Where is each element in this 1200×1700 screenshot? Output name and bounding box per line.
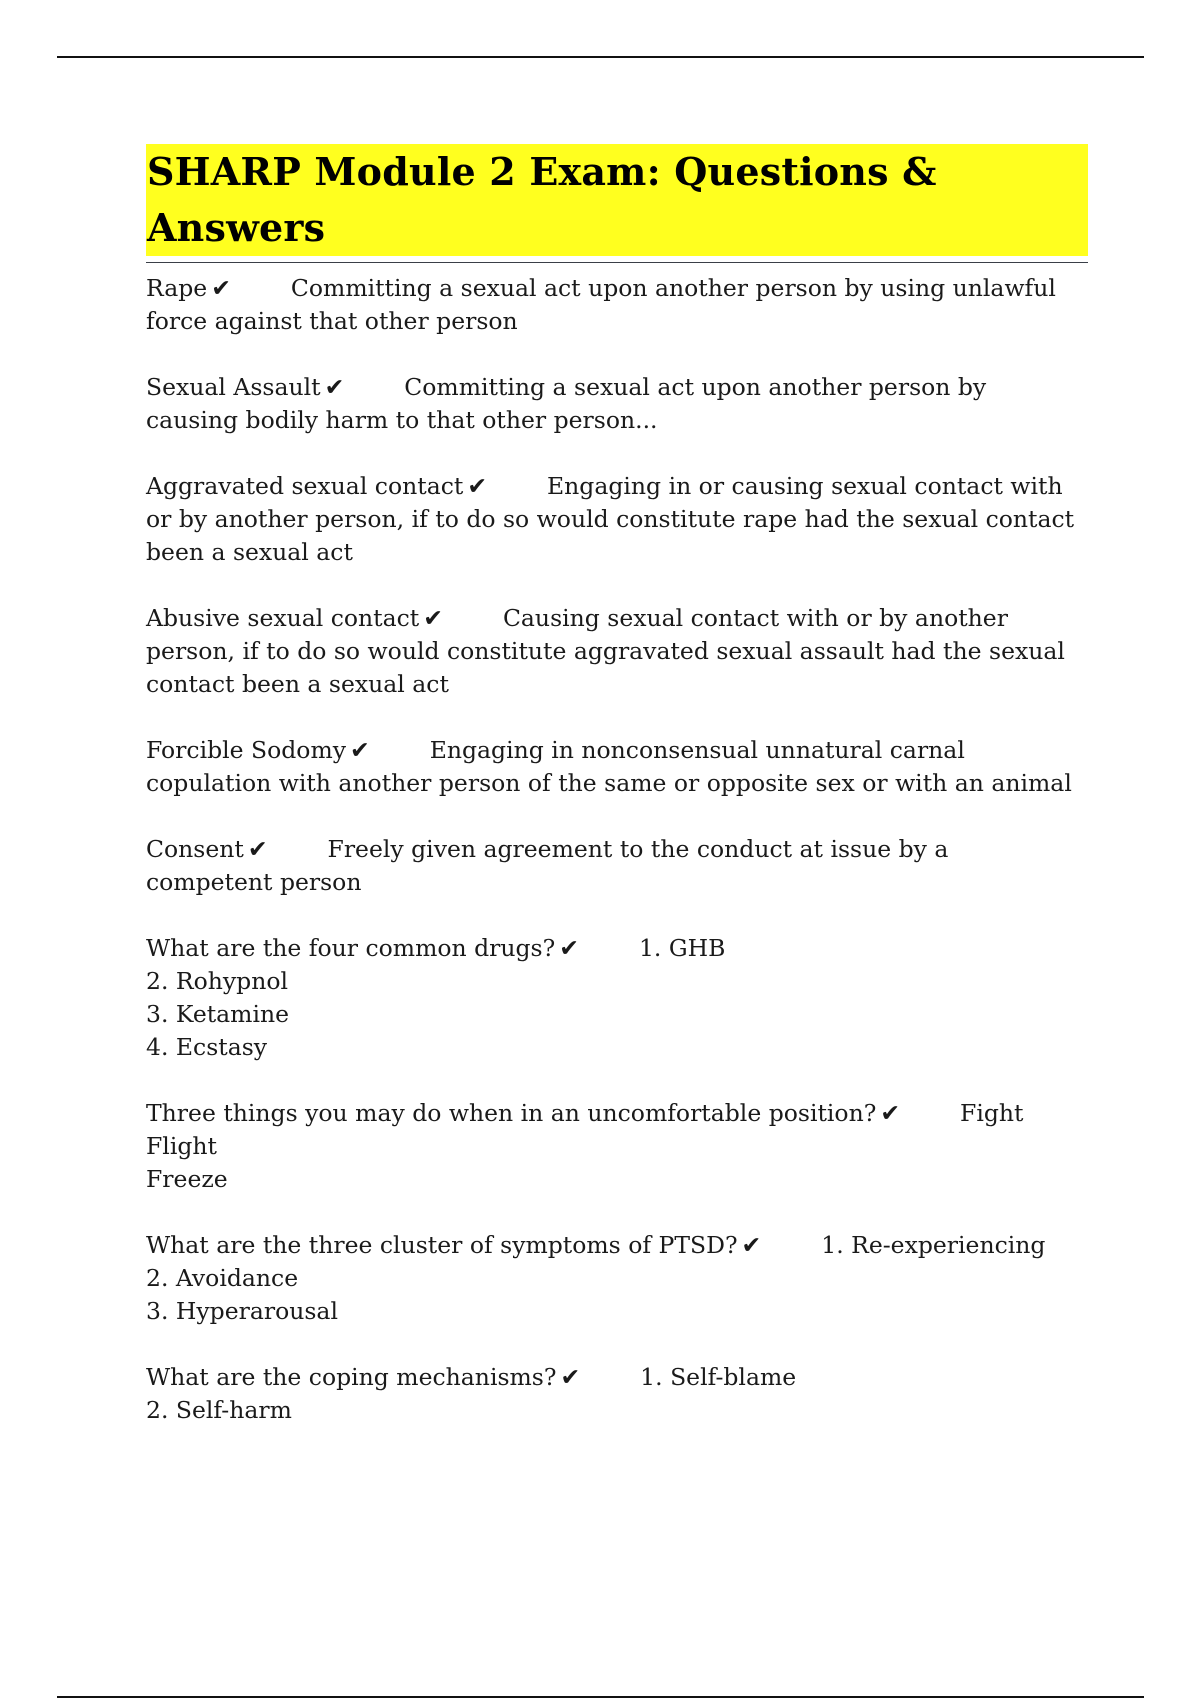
checkmark-icon: ✔	[247, 835, 268, 863]
question-text: Abusive sexual contact	[146, 604, 420, 632]
checkmark-icon: ✔	[324, 373, 345, 401]
answer-line: copulation with another person of the same or opposite sex or with an animal	[146, 769, 1072, 797]
qa-item	[146, 1361, 1086, 1427]
qa-item	[146, 272, 1086, 338]
checkmark-icon: ✔	[741, 1231, 762, 1259]
qa-item	[146, 833, 1086, 899]
answer-line: person, if to do so would constitute aggravated sexual assault had the sexual	[146, 637, 1065, 665]
question-text: Rape	[146, 274, 208, 302]
question-text: Forcible Sodomy	[146, 736, 347, 764]
title-block	[146, 144, 1088, 263]
answer-line: 2. Self-harm	[146, 1396, 292, 1424]
qa-item	[146, 470, 1086, 569]
answer-line: 3. Ketamine	[146, 1000, 290, 1028]
answer-line: Causing sexual contact with or by another	[502, 604, 1008, 632]
question-text: Sexual Assault	[146, 373, 321, 401]
page-bottom-rule	[57, 1696, 1144, 1698]
qa-item	[146, 932, 1086, 1064]
answer-line: 3. Hyperarousal	[146, 1297, 338, 1325]
question-text: What are the four common drugs?	[146, 934, 556, 962]
page-top-rule	[57, 56, 1144, 58]
answer-line: been a sexual act	[146, 538, 353, 566]
answer-line: Committing a sexual act upon another person by	[404, 373, 987, 401]
answer-line: Committing a sexual act upon another person by using unlawful	[290, 274, 1056, 302]
answer-line: or by another person, if to do so would constitute rape had the sexual contact	[146, 505, 1075, 533]
checkmark-icon: ✔	[467, 472, 488, 500]
qa-item	[146, 1097, 1086, 1196]
checkmark-icon: ✔	[559, 934, 579, 962]
question-text: Three things you may do when in an uncomfortable position?	[146, 1099, 877, 1127]
answer-line: Freeze	[146, 1165, 228, 1193]
qa-item	[146, 734, 1086, 800]
answer-line: Engaging in or causing sexual contact with	[547, 472, 1063, 500]
answer-line: 2. Avoidance	[146, 1264, 299, 1292]
qa-item	[146, 371, 1086, 437]
answer-line: Flight	[146, 1132, 217, 1160]
answer-line: force against that other person	[146, 307, 518, 335]
answer-line: Fight	[960, 1099, 1024, 1127]
answer-line: contact been a sexual act	[146, 670, 449, 698]
checkmark-icon: ✔	[880, 1099, 901, 1127]
qa-item	[146, 602, 1086, 701]
answer-line: 1. GHB	[638, 934, 726, 962]
answer-line: 1. Re-experiencing	[821, 1231, 1046, 1259]
question-text: Consent	[146, 835, 244, 863]
checkmark-icon: ✔	[350, 736, 370, 764]
qa-item	[146, 1229, 1086, 1328]
qa-list	[146, 272, 1086, 1427]
question-text: What are the three cluster of symptoms of PTSD?	[146, 1231, 738, 1259]
answer-line: competent person	[146, 868, 362, 896]
answer-line: Freely given agreement to the conduct at issue by a	[327, 835, 949, 863]
answer-line: 2. Rohypnol	[146, 967, 288, 995]
answer-line: 1. Self-blame	[640, 1363, 797, 1391]
checkmark-icon: ✔	[211, 274, 231, 302]
checkmark-icon: ✔	[560, 1363, 581, 1391]
answer-line: causing bodily harm to that other person...	[146, 406, 658, 434]
page-title: SHARP Module 2 Exam: Questions & Answers	[146, 144, 1088, 256]
question-text: Aggravated sexual contact	[146, 472, 464, 500]
checkmark-icon: ✔	[423, 604, 443, 632]
answer-line: 4. Ecstasy	[146, 1033, 268, 1061]
answer-line: Engaging in nonconsensual unnatural carnal	[429, 736, 965, 764]
question-text: What are the coping mechanisms?	[146, 1363, 557, 1391]
